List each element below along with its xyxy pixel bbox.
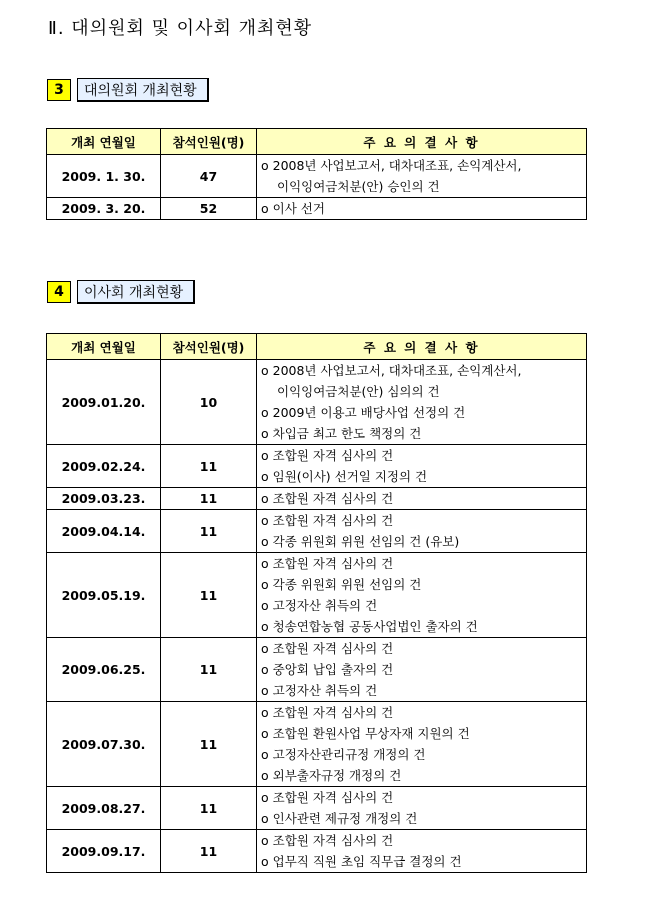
resolution-items xyxy=(257,155,587,198)
resolution-item: o 업무직 직원 초임 직무급 결정의 건 xyxy=(261,854,462,869)
resolution-item: o 고정자산 취득의 건 xyxy=(261,683,378,698)
resolution-item: o 고정자산관리규정 개정의 건 xyxy=(261,747,426,762)
attendee-count: 11 xyxy=(161,787,257,830)
meeting-date: 2009.09.17. xyxy=(47,830,161,873)
resolution-items xyxy=(257,638,587,702)
section-3-header xyxy=(47,78,209,102)
table-row xyxy=(47,155,587,198)
resolution-item: 이익잉여금처분(안) 심의의 건 xyxy=(277,384,440,399)
header-date: 개최 연월일 xyxy=(47,129,161,155)
attendee-count: 11 xyxy=(161,702,257,787)
meeting-date: 2009.04.14. xyxy=(47,510,161,553)
attendee-count: 47 xyxy=(161,155,257,198)
meeting-date: 2009. 3. 20. xyxy=(47,198,161,220)
attendee-count: 11 xyxy=(161,830,257,873)
table-row xyxy=(47,638,587,702)
resolution-item: o 외부출자규정 개정의 건 xyxy=(261,768,402,783)
section-4-number: 4 xyxy=(47,281,71,303)
attendee-count: 52 xyxy=(161,198,257,220)
section-3-title: 대의원회 개최현황 xyxy=(77,78,209,102)
table-header-row xyxy=(47,334,587,360)
table-row xyxy=(47,488,587,510)
resolution-item: o 청송연합농협 공동사업법인 출자의 건 xyxy=(261,619,478,634)
resolution-items xyxy=(257,830,587,873)
attendee-count: 10 xyxy=(161,360,257,445)
meeting-date: 2009.03.23. xyxy=(47,488,161,510)
table-row xyxy=(47,553,587,638)
section-4-header xyxy=(47,280,195,304)
resolution-item: o 임원(이사) 선거일 지정의 건 xyxy=(261,469,428,484)
attendee-count: 11 xyxy=(161,510,257,553)
resolution-item: o 각종 위원회 위원 선임의 건 xyxy=(261,577,422,592)
resolution-item: o 조합원 자격 심사의 건 xyxy=(261,790,394,805)
table-row xyxy=(47,702,587,787)
attendee-count: 11 xyxy=(161,638,257,702)
resolution-item: o 조합원 환원사업 무상자재 지원의 건 xyxy=(261,726,470,741)
resolution-item: 이익잉여금처분(안) 승인의 건 xyxy=(277,179,440,194)
attendee-count: 11 xyxy=(161,553,257,638)
resolution-item: o 조합원 자격 심사의 건 xyxy=(261,556,394,571)
table-row xyxy=(47,787,587,830)
meeting-date: 2009.06.25. xyxy=(47,638,161,702)
resolution-item: o 조합원 자격 심사의 건 xyxy=(261,833,394,848)
resolution-item: o 이사 선거 xyxy=(261,201,325,216)
resolution-items xyxy=(257,488,587,510)
header-items: 주 요 의 결 사 항 xyxy=(257,334,587,360)
header-items: 주 요 의 결 사 항 xyxy=(257,129,587,155)
table-row xyxy=(47,510,587,553)
resolution-items xyxy=(257,445,587,488)
page-title: Ⅱ. 대의원회 및 이사회 개최현황 xyxy=(48,18,313,39)
attendee-count: 11 xyxy=(161,445,257,488)
resolution-items xyxy=(257,198,587,220)
table-header-row xyxy=(47,129,587,155)
board-meeting-table xyxy=(46,333,587,873)
section-3-number: 3 xyxy=(47,79,71,101)
meeting-date: 2009.02.24. xyxy=(47,445,161,488)
resolution-item: o 중앙회 납입 출자의 건 xyxy=(261,662,394,677)
meeting-date: 2009.07.30. xyxy=(47,702,161,787)
attendee-count: 11 xyxy=(161,488,257,510)
resolution-item: o 조합원 자격 심사의 건 xyxy=(261,513,394,528)
header-date: 개최 연월일 xyxy=(47,334,161,360)
resolution-item: o 조합원 자격 심사의 건 xyxy=(261,448,394,463)
header-count: 참석인원(명) xyxy=(161,129,257,155)
resolution-items xyxy=(257,360,587,445)
table-row xyxy=(47,445,587,488)
resolution-item: o 고정자산 취득의 건 xyxy=(261,598,378,613)
meeting-date: 2009.08.27. xyxy=(47,787,161,830)
meeting-date: 2009.01.20. xyxy=(47,360,161,445)
resolution-items xyxy=(257,553,587,638)
resolution-item: o 2009년 이용고 배당사업 선정의 건 xyxy=(261,405,466,420)
table-row xyxy=(47,830,587,873)
table-row xyxy=(47,198,587,220)
resolution-item: o 2008년 사업보고서, 대차대조표, 손익계산서, xyxy=(261,158,522,173)
resolution-item: o 조합원 자격 심사의 건 xyxy=(261,491,394,506)
resolution-items xyxy=(257,787,587,830)
resolution-items xyxy=(257,702,587,787)
meeting-date: 2009.05.19. xyxy=(47,553,161,638)
resolution-item: o 조합원 자격 심사의 건 xyxy=(261,641,394,656)
table-row xyxy=(47,360,587,445)
meeting-date: 2009. 1. 30. xyxy=(47,155,161,198)
resolution-item: o 인사관련 제규정 개정의 건 xyxy=(261,811,418,826)
header-count: 참석인원(명) xyxy=(161,334,257,360)
section-4-title: 이사회 개최현황 xyxy=(77,280,195,304)
resolution-items xyxy=(257,510,587,553)
resolution-item: o 조합원 자격 심사의 건 xyxy=(261,705,394,720)
resolution-item: o 차입금 최고 한도 책정의 건 xyxy=(261,426,422,441)
delegate-meeting-table xyxy=(46,128,587,220)
resolution-item: o 2008년 사업보고서, 대차대조표, 손익계산서, xyxy=(261,363,522,378)
resolution-item: o 각종 위원회 위원 선임의 건 (유보) xyxy=(261,534,460,549)
